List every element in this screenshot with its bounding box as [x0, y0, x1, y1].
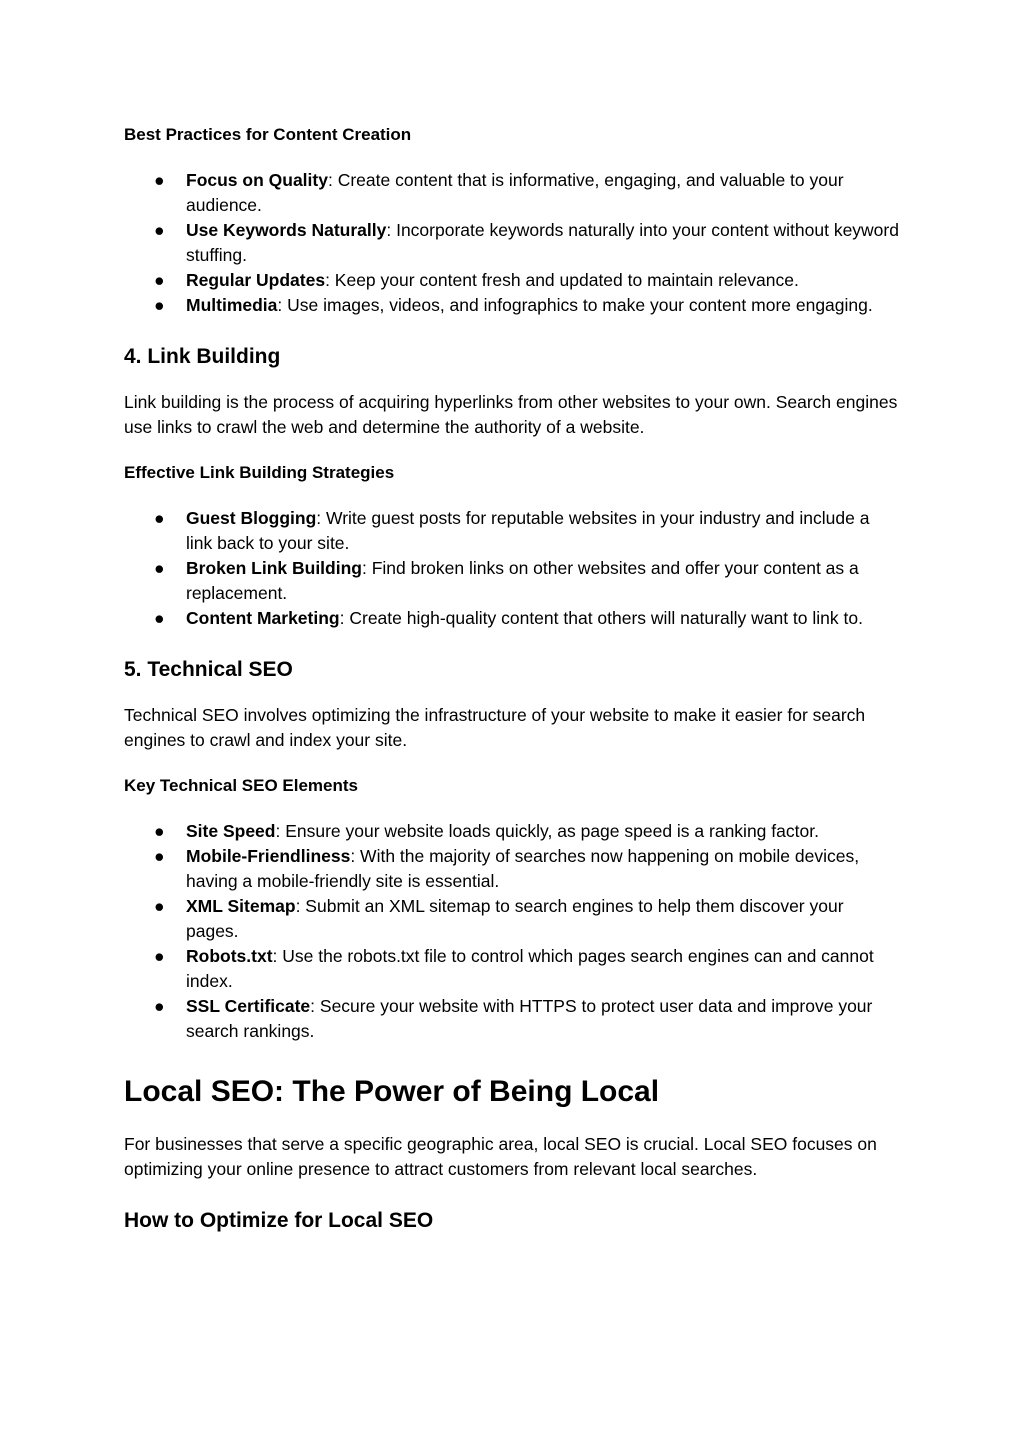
list-item	[124, 944, 900, 994]
local-seo-howto-heading: How to Optimize for Local SEO	[124, 1209, 434, 1232]
bullet-icon: ●	[154, 508, 165, 528]
list-item	[124, 606, 900, 631]
list-item-text: : Write guest posts for reputable websites in your industry and include a link back to your site.	[186, 508, 870, 553]
technical-seo-heading: 5. Technical SEO	[124, 658, 293, 681]
list-item-text: : Use images, videos, and infographics to make your content more engaging.	[277, 295, 873, 315]
list-item	[124, 293, 900, 318]
list-item-text: : Find broken links on other websites and offer your content as a replacement.	[186, 558, 859, 603]
local-seo-paragraph: For businesses that serve a specific geographic area, local SEO is crucial. Local SEO focuses on optimizing your online presence to attract customers from relevant local searches.	[124, 1134, 877, 1179]
list-item-text: : Secure your website with HTTPS to protect user data and improve your search rankings.	[186, 996, 873, 1041]
list-item-term: XML Sitemap	[186, 896, 296, 916]
bullet-icon: ●	[154, 996, 165, 1016]
bullet-icon: ●	[154, 270, 165, 290]
list-item	[124, 819, 900, 844]
list-item-term: Multimedia	[186, 295, 278, 315]
content-practices-heading: Best Practices for Content Creation	[124, 125, 412, 144]
list-item-term: Focus on Quality	[186, 170, 328, 190]
list-item-term: SSL Certificate	[186, 996, 311, 1016]
local-seo-heading: Local SEO: The Power of Being Local	[124, 1075, 660, 1108]
list-item-text: : Create content that is informative, engaging, and valuable to your audience.	[186, 170, 844, 215]
bullet-icon: ●	[154, 946, 165, 966]
link-building-heading: 4. Link Building	[124, 345, 281, 368]
list-item-text: : Incorporate keywords naturally into your content without keyword stuffing.	[186, 220, 899, 265]
list-item	[124, 268, 900, 293]
list-item-text: : Ensure your website loads quickly, as page speed is a ranking factor.	[275, 821, 819, 841]
list-item-term: Mobile-Friendliness	[186, 846, 351, 866]
technical-seo-paragraph: Technical SEO involves optimizing the infrastructure of your website to make it easier for search engines to crawl and index your site.	[124, 705, 866, 750]
list-item	[124, 506, 900, 556]
list-item-term: Site Speed	[186, 821, 276, 841]
bullet-icon: ●	[154, 846, 165, 866]
bullet-icon: ●	[154, 220, 165, 240]
list-item-text: : Keep your content fresh and updated to maintain relevance.	[325, 270, 799, 290]
link-building-paragraph: Link building is the process of acquiring hyperlinks from other websites to your own. Search engines use links to crawl the web and determine the authority of a website.	[124, 392, 898, 437]
list-item-term: Regular Updates	[186, 270, 326, 290]
list-item-term: Content Marketing	[186, 608, 340, 628]
document-page	[124, 122, 900, 1236]
list-item-term: Robots.txt	[186, 946, 273, 966]
list-item	[124, 218, 900, 268]
list-item-text: : Use the robots.txt file to control which pages search engines can and cannot index.	[186, 946, 874, 991]
bullet-icon: ●	[154, 295, 165, 315]
list-item	[124, 994, 900, 1044]
list-item	[124, 844, 900, 894]
link-strategies-heading: Effective Link Building Strategies	[124, 463, 395, 482]
list-item-term: Guest Blogging	[186, 508, 317, 528]
link-strategies-list	[124, 506, 900, 631]
bullet-icon: ●	[154, 821, 165, 841]
list-item-text: : With the majority of searches now happening on mobile devices, having a mobile-friendly site is essential.	[186, 846, 860, 891]
list-item	[124, 556, 900, 606]
list-item	[124, 168, 900, 218]
bullet-icon: ●	[154, 608, 165, 628]
list-item-term: Broken Link Building	[186, 558, 362, 578]
list-item-term: Use Keywords Naturally	[186, 220, 387, 240]
list-item-text: : Submit an XML sitemap to search engines to help them discover your pages.	[186, 896, 844, 941]
bullet-icon: ●	[154, 170, 165, 190]
technical-elements-heading: Key Technical SEO Elements	[124, 776, 358, 795]
bullet-icon: ●	[154, 896, 165, 916]
list-item-text: : Create high-quality content that others will naturally want to link to.	[339, 608, 863, 628]
technical-elements-list	[124, 819, 900, 1044]
content-practices-list	[124, 168, 900, 318]
bullet-icon: ●	[154, 558, 165, 578]
list-item	[124, 894, 900, 944]
